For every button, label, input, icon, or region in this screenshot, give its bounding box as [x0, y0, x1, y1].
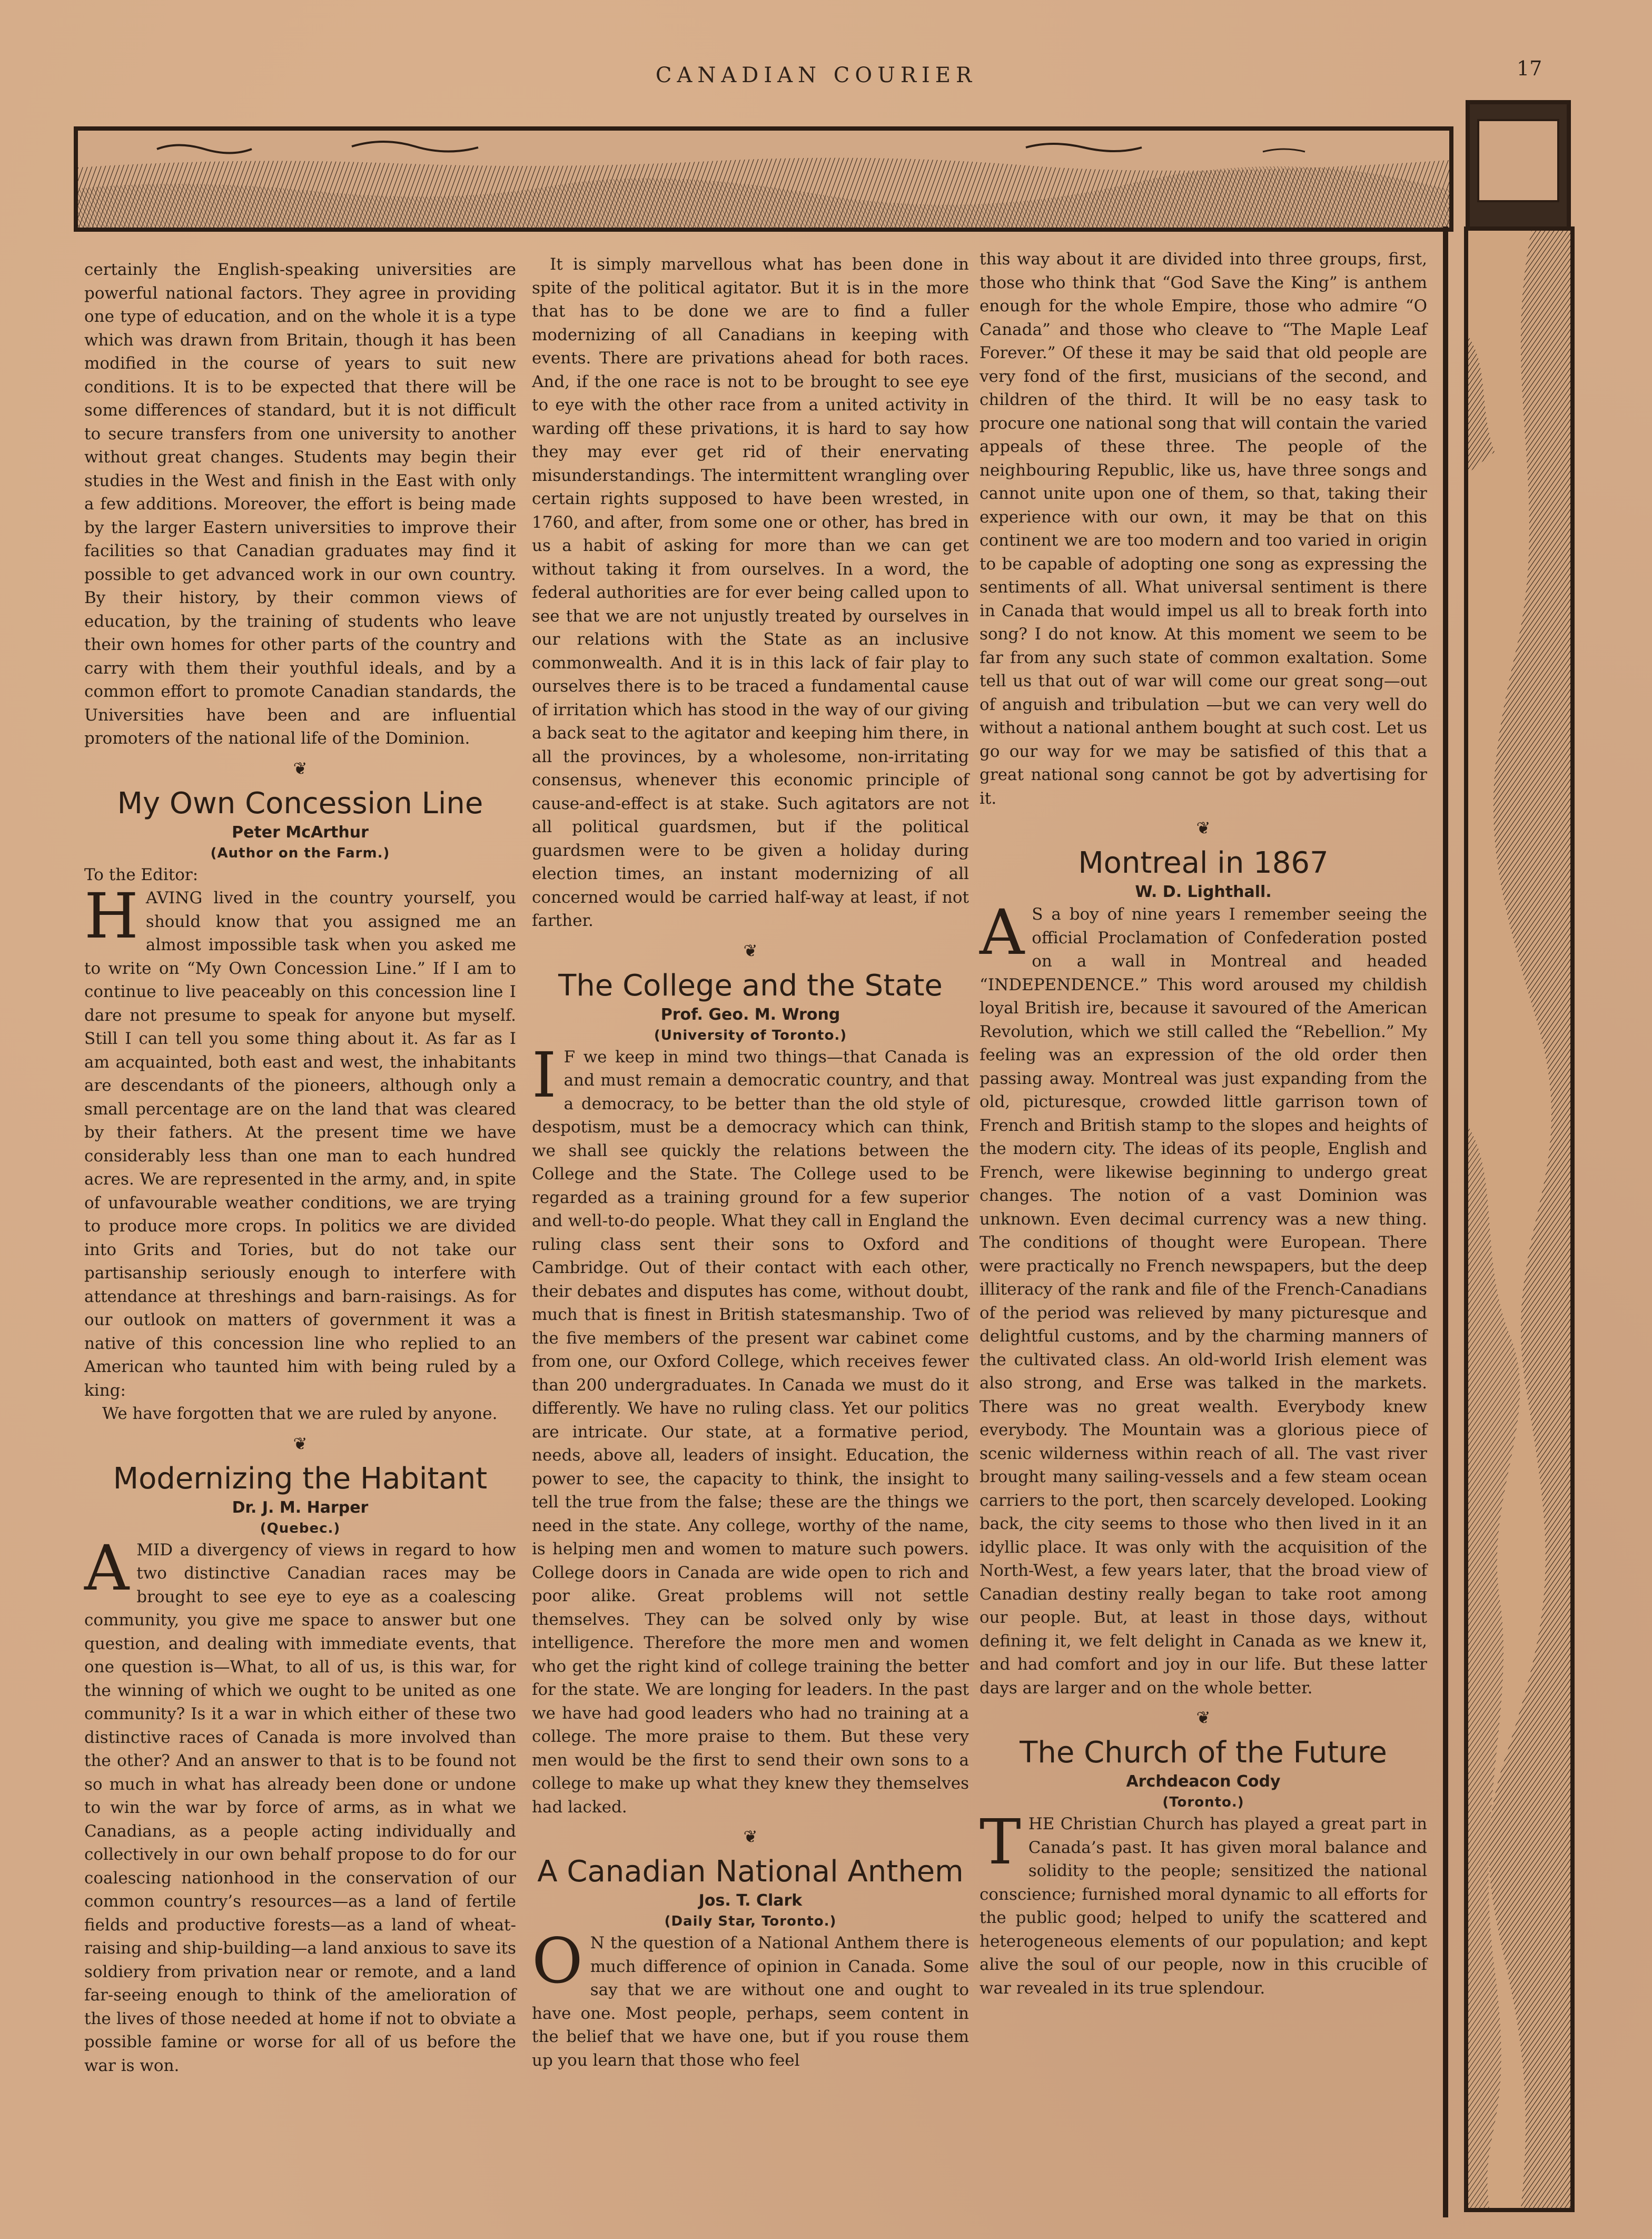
- article-text: N the question of a National Anthem there is much difference of opinion in Canada. Some say that we are without one and ought to have one. Most people, perhaps, seem content in the belief that we have one, but if you rouse them up you learn that those who feel: [532, 1934, 969, 2070]
- column-3: [980, 248, 1427, 2000]
- fleuron-ornament: ❦: [743, 1827, 758, 1847]
- article-text: F we keep in mind two things—that Canada is and must remain a democratic country, and that a democracy, to be better than the old style of despotism, must be a democracy which can think, we shall see quickly the relations between the College and the State. The College used to be regarded as a training ground for a few superior and well-to-do people. What they call in England the ruling class sent their sons to Oxford and Cambridge. Out of their contact with each other, their debates and disputes has come, without doubt, much that is finest in British statesmanship. Two of the five members of the present war cabinet come from one, our Oxford College, which receives fewer than 200 undergraduates. In Canada we must do it differently. We have no ruling class. Yet our politics are intricate. Our state, at a formative period, needs, above all, leaders of insight. Education, the power to see, the capacity to think, the insight to tell the true from the false; these are the things we need in the state. Any college, worthy of the name, is helping men and women to mature such powers. College doors in Canada are wide open to rich and poor alike. Great problems will not settle themselves. They can be solved only by wise intelligence. Therefore the more men and women who get the right kind of college training the better for the state. We are longing for leaders. In the past we have had good leaders who had no training at a college. The more praise to them. But these very men would be the first to send their own sons to a college to make up what they knew they themselves had lacked.: [532, 1047, 969, 1817]
- corner-ornament: [1466, 100, 1571, 232]
- article-title: The College and the State: [558, 968, 943, 1003]
- fleuron-ornament: ❦: [743, 940, 758, 961]
- article-body: [532, 1038, 969, 1819]
- fleuron-ornament: ❦: [293, 758, 308, 778]
- continued-text: this way about it are divided into three groups, first, those who think that “God Save the King” is anthem enough for the whole Empire, those who admire “O Canada” and those who cleave to “The Maple Leaf Forever.” Of these it may be said that old people are very fond of the first, musicians of the second, and children of the third. It will be no easy task to procure one national song that will contain the varied appeals of these three. The people of the neighbouring Republic, like us, have three songs and cannot unite upon one of them, so that, taking their experience with our own, it may be that on this continent we are too modern and too varied in origin to be capable of adopting one song as expressing the sentiments of all. What universal sentiment is there in Canada that would impel us all to break forth into song? I do not know. At this moment we seem to be far from any such state of common exaltation. Some tell us that out of war will come our great song—out of anguish and tribulation —but we can very well do without a national anthem bought at such cost. Let us go our way for we may be satisfied of this that a great national song cannot be got by advertising for it.: [980, 250, 1427, 808]
- article-affiliation: (Daily Star, Toronto.): [664, 1913, 837, 1929]
- page-number: 17: [1517, 57, 1542, 80]
- article-title: The Church of the Future: [1020, 1735, 1387, 1770]
- corner-ornament-inner: [1477, 119, 1559, 202]
- article-body: [84, 880, 516, 1402]
- article-author: Jos. T. Clark: [698, 1891, 803, 1910]
- drop-cap: H: [84, 880, 139, 952]
- article-text: HE Christian Church has played a great part in Canada’s past. It has given moral balance and solidity to the people; sensitized the national conscience; furnished moral dynamic to all efforts for the public good; helped to unify the scattered and heterogeneous elements of our population; and kept alive the soul of our people, now in this crucible of war revealed in its true splendour.: [980, 1814, 1427, 1998]
- article-affiliation: (Toronto.): [1162, 1794, 1244, 1810]
- article-affiliation: (Quebec.): [260, 1520, 341, 1536]
- article-body: [980, 1806, 1427, 2000]
- article-author: W. D. Lighthall.: [1135, 883, 1272, 901]
- article-text: MID a divergency of views in regard to how two distinctive Canadian races may be brought to see eye to eye as a coalescing community, you give me space to answer but one question, and dealing with immediate events, that one question is—What, to all of us, is this war, for the winning of which we ought to be united as one community? Is it a war in which either of these two distinctive races of Canada is more involved than the other? And an answer to that is to be found not so much in what has already been done or undone to win the war by force of arms, as in what we Canadians, as a people acting individually and collectively in our own behalf propose to do for our coalescing nationhood in the conservation of our common country’s resources—as a land of fertile fields and productive forests—as a land of wheat-raising and ship-building—a land anxious to save its soldiery from privation near or remote, and a land far-seeing enough to think of the amelioration of the lives of those needed at home if not to obviate a possible famine or worse for all of us before the war is won.: [84, 1540, 516, 2075]
- drop-cap: A: [84, 1531, 130, 1604]
- article-text: AVING lived in the country yourself, you should know that you assigned me an almost impossible task when you asked me to write on “My Own Concession Line.” If I am to continue to live peaceably on this concession line I dare not presume to speak for anyone but myself. Still I can tell you some thing about it. As far as I am acquainted, both east and west, the inhabitants are descendants of the pioneers, although only a small percentage are on the land that was cleared by their fathers. At the present time we have considerably less than one man to each hundred acres. We are represented in the army, and, in spite of unfavourable weather conditions, we are trying to produce more crops. In politics we are divided into Grits and Tories, but do not take our partisanship seriously enough to interfere with attendance at threshings and barn-raisings. As for our outlook on matters of government it was a native of this concession line who replied to an American who taunted him with being ruled by a king:: [84, 889, 516, 1400]
- drop-cap: I: [532, 1038, 557, 1111]
- article-author: Peter McArthur: [232, 823, 369, 842]
- masthead: CANADIAN COURIER: [655, 63, 977, 87]
- article-author: Prof. Geo. M. Wrong: [660, 1005, 840, 1024]
- article-body: [532, 1925, 969, 2072]
- side-engraving: [1468, 231, 1570, 2208]
- fleuron-ornament: ❦: [1196, 1708, 1211, 1728]
- fleuron-ornament: ❦: [1196, 818, 1211, 838]
- article-text-closing: We have forgotten that we are ruled by anyone.: [102, 1404, 498, 1423]
- landscape-engraving: [78, 131, 1449, 228]
- article-body: [980, 896, 1427, 1700]
- side-border-illustration: [1464, 226, 1575, 2212]
- landscape-banner-illustration: [74, 126, 1453, 232]
- column-2: [532, 253, 969, 2072]
- article-title: My Own Concession Line: [117, 786, 483, 821]
- article-title: Modernizing the Habitant: [113, 1461, 488, 1496]
- drop-cap: A: [980, 896, 1025, 969]
- article-affiliation: (Author on the Farm.): [210, 845, 390, 861]
- article-text: S a boy of nine years I remember seeing the official Proclamation of Confederation posted on a wall in Montreal and headed “INDEPENDENCE.” This word aroused my childish loyal British ire, because it savoured of the American Revolution, which we still called the “Rebellion.” My feeling was an expression of the old order then passing away. Montreal was just expanding from the old, picturesque, crowded little garrison town of French and British stamp to the slopes and heights of the modern city. The ideas of its people, English and French, were likewise beginning to undergo great changes. The notion of a vast Dominion was unknown. Even decimal currency was a new thing. The conditions of thought were European. There were practically no French newspapers, but the deep illiteracy of the rank and file of the French-Canadians of the period was relieved by many picturesque and delightful customs, and by the charming manners of the cultivated class. An old-world Irish element was also strong, and Erse was talked in the markets. There was no great wealth. Everybody knew everybody. The Mountain was a glorious piece of scenic wilderness within reach of all. The vast river brought many sailing-vessels and a few steam ocean carriers to the port, then scarcely developed. Looking back, the city seems to those who then lived in it an idyllic place. It was only with the acquisition of the North-West, a few years later, that the broad view of Canadian destiny really began to take root among our people. But, at least in those days, without defining it, we felt delight in Canada as we knew it, and had comfort and joy in our life. But these latter days are larger and on the whole better.: [980, 905, 1427, 1698]
- drop-cap: O: [532, 1925, 583, 1997]
- article-affiliation: (University of Toronto.): [654, 1027, 847, 1043]
- article-author: Archdeacon Cody: [1126, 1772, 1281, 1791]
- article-title: A Canadian National Anthem: [537, 1855, 964, 1889]
- salutation: To the Editor:: [84, 865, 199, 884]
- drop-cap: T: [980, 1806, 1021, 1878]
- column-rule: [1443, 226, 1448, 2217]
- article-body: [84, 1531, 516, 2078]
- fleuron-ornament: ❦: [293, 1433, 308, 1454]
- continued-text: certainly the English-speaking universities are powerful national factors. They agree in providing one type of education, and on the whole it is a type which was drawn from Britain, though it has been modified in the course of years to suit new conditions. It is to be expected that there will be some differences of standard, but it is not difficult to secure transfers from one university to another without great changes. Students may begin their studies in the West and finish in the East with only a few additions. Moreover, the effort is being made by the larger Eastern universities to improve their facilities so that Canadian graduates may find it possible to get advanced work in our own country. By their history, by their common views of education, by the training of students who leave their own homes for other parts of the country and carry with them their youthful ideals, and by a common effort to promote Canadian standards, the Universities have been and are influential promoters of the national life of the Dominion.: [84, 260, 516, 748]
- column-1: [84, 258, 516, 2077]
- article-title: Montreal in 1867: [1078, 846, 1329, 880]
- continued-text: It is simply marvellous what has been done in spite of the political agitator. But it is in the more that has to be done we are to find a fuller modernizing of all Canadians in keeping with events. There are privations ahead for both races. And, if the one race is not to be brought to see eye to eye with the other race from a united activity in warding off these privations, it is hard to say how they may ever get rid of their enervating misunderstandings. The intermittent wrangling over certain rights supposed to have been wrested, in 1760, and after, from some one or other, has bred in us a habit of asking for more than we can get without taking it from ourselves. In a word, the federal authorities are for ever being called upon to see that we are not unjustly treated by ourselves in our relations with the State as an inclusive commonwealth. And it is in this lack of fair play to ourselves there is to be traced a fundamental cause of irritation which has stood in the way of our giving a back seat to the agitator and keeping him there, in all the provinces, by a wholesome, non-irritating consensus, whenever this economic principle of cause-and-effect is at stake. Such agitators are not all political guardsmen, but if the political guardsmen were to be given a holiday during election times, an instant modernizing of all concerned would be carried half-way at least, if not farther.: [532, 255, 969, 930]
- article-author: Dr. J. M. Harper: [232, 1498, 369, 1517]
